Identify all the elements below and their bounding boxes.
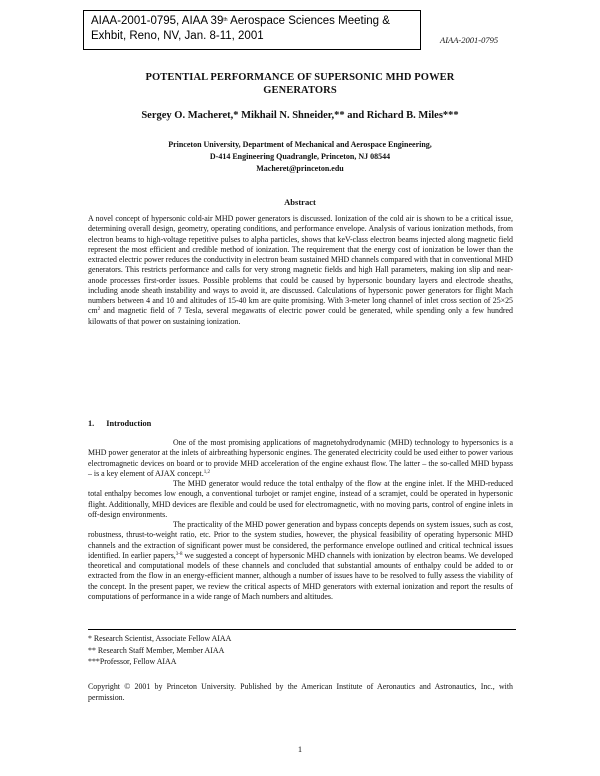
paper-title xyxy=(80,71,520,97)
intro-paragraph-3: The practicality of the MHD power generation and bypass concepts depends on system issues, such as cost, robustness, thrust-to-weight ratio, etc. Prior to the system studies, however, the physical feasibility of operating hypersonic MHD channels and the extraction of significant power must be considered, the performance envelope outlined and critical technical issues identified. In earlier papers,$^{3-8}$ we suggested a concept of hypersonic MHD channels with ionization by electron beams. We developed theoretical and computational models of these channels and concluded that substantial amounts of enthalpy could be added to or extracted from the flow in an energy-efficient manner, although a number of issues have to be resolved to fully assess the viability of the concept. In the present paper, we review the critical aspects of MHD generators with external ionization and report the results of computations of performance in a wide range of Mach numbers and altitudes. xyxy=(88,520,513,601)
author-email: Macheret@princeton.edu xyxy=(256,164,344,173)
intro-paragraph-1: One of the most promising applications of magnetohydrodynamic (MHD) technology to hypersonics is a MHD power generator at the inlets of airbreathing hypersonic engines. The generated electricity could be used either to power various electromagnetic devices on board or to provide MHD acceleration of the engine exhaust flow. The latter – the so-called MHD bypass – is a key element of AJAX concept.$^{1,2}$ xyxy=(88,438,513,478)
copyright-notice: Copyright © 2001 by Princeton University. Published by the American Institute of Aeronautics and Astronautics, Inc., with permission. xyxy=(88,682,513,702)
introduction-body xyxy=(88,438,513,602)
footnote-divider xyxy=(88,629,516,630)
section-heading-introduction: 1. Introduction xyxy=(88,419,152,428)
footnote-3: ***Professor, Fellow AIAA xyxy=(88,657,177,666)
footnote-2: ** Research Staff Member, Member AIAA xyxy=(88,645,225,655)
paper-id: AIAA-2001-0795 xyxy=(440,35,499,45)
page-number: 1 xyxy=(297,744,303,754)
conference-header-box xyxy=(83,10,421,50)
conference-line-1: AIAA-2001-0795, AIAA 39th Aerospace Sciences Meeting & xyxy=(91,15,390,27)
affiliation xyxy=(80,139,520,175)
footnote-1: * Research Scientist, Associate Fellow AIAA xyxy=(88,634,232,643)
intro-paragraph-2: The MHD generator would reduce the total enthalpy of the flow at the engine inlet. If the MHD-reduced total enthalpy becomes low enough, a conventional turbojet or ramjet engine, instead of a scramjet, could be operated in hypersonic flight. Additionally, MHD devices are flexible and could be used for electromagnetic, with no moving parts, control of engine inlets in off-design environments. xyxy=(88,479,513,519)
abstract-body: A novel concept of hypersonic cold-air MHD power generators is discussed. Ionization of the cold air is shown to be a critical issue, determining overall design, geometry, operating conditions, and performance envelope. Analysis of various ionization methods, from electron beams to high-voltage repetitive pulses to alpha particles, shows that keV-class electron beams injected along magnetic field represent the most efficient and credible method of ionization. The requirement that the energy cost of ionization be lower than the extracted electric power reduces the conductivity in electron beam sustained MHD channels compared with that in conventional MHD generators. This restricts performance and calls for very strong magnetic fields and high Hall parameters, making ion slip and near-anode processes first-order issues. Possible problems that could be caused by hypersonic boundary layers and electrode sheaths, including anode sheath instability and ways to avoid it, are discussed. Calculations of hypersonic power generators for flight Mach numbers between 4 and 10 and altitudes of 15-40 km are quite promising. With 3-meter long channel of inlet cross section of 25×25 $cm^2$ and magnetic field of 7 Tesla, several megawatts of electric power could be generated, while spending only a few hundred kilowatts of that power on sustaining ionization. xyxy=(88,214,513,326)
author-list: Sergey O. Macheret,* Mikhail N. Shneider,** and Richard B. Miles*** xyxy=(141,110,459,121)
title-line-2: GENERATORS xyxy=(263,85,337,96)
conference-line-2: Exhbit, Reno, NV, Jan. 8-11, 2001 xyxy=(91,30,264,42)
title-line-1: POTENTIAL PERFORMANCE OF SUPERSONIC MHD POWER xyxy=(145,72,455,83)
affiliation-line-1: Princeton University, Department of Mechanical and Aerospace Engineering, xyxy=(168,140,432,149)
affiliation-line-2: D-414 Engineering Quadrangle, Princeton, NJ 08544 xyxy=(209,152,391,161)
footnotes xyxy=(88,633,231,668)
abstract-heading: Abstract xyxy=(284,197,316,207)
